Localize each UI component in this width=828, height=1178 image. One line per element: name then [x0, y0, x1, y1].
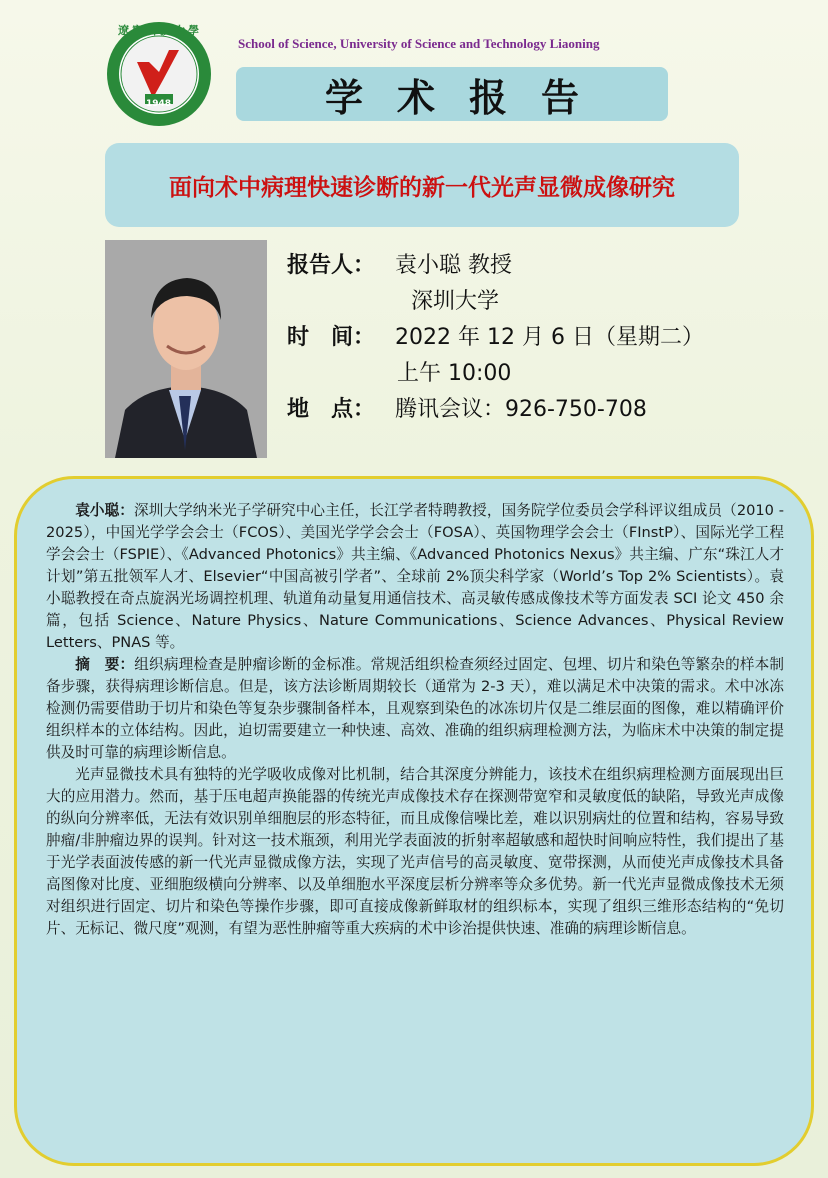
abstract-text-1: 组织病理检查是肿瘤诊断的金标准。常规活组织检查须经过固定、包埋、切片和染色等繁杂的样本制备步骤，获得病理诊断信息。但是，该方法诊断周期较长（通常为 2-3 天），难以满足术中决策的需求。术中冰冻检测仍需要借助于切片和染色等复杂步骤制备样本，且观察到染色的冰冻切片仅是二维层面的图像，难以精确评价组织样本的立体结构。因此，迫切需要建立一种快速、高效、准确的组织病理检测方法，为临床术中决策的制定提供及时可靠的病理诊断信息。 [46, 656, 784, 761]
talk-place: 腾讯会议：926-750-708 [395, 397, 647, 422]
bio-paragraph [46, 500, 784, 654]
speaker-name: 袁小聪 教授 [395, 253, 512, 278]
abstract-label: 摘 要： [75, 656, 135, 673]
talk-time: 上午 10:00 [397, 361, 512, 386]
content-text [46, 500, 784, 940]
bio-text: 深圳大学纳米光子学研究中心主任，长江学者特聘教授，国务院学位委员会学科评议组成员（2010 - 2025），中国光学学会会士（FCOS）、美国光学学会会士（FOSA）、英国物理学会会士（FInstP）、国际光学工程学会会士（FSPIE）、《Advanced Photonics》共主编、《Advanced Photonics Nexus》共主编、广东“珠江人才计划”第五批领军人才、Elsevier“中国高被引学者”、全球前 2%顶尖科学家（World’s Top 2% Scientists）。袁小聪教授在奇点旋涡光场调控机理、轨道角动量复用通信技术、高灵敏传感成像技术等方面发表 SCI 论文 450 余篇，包括 Science、Nature Physics、Nature Communications、Science Advances、Physical Review Letters、PNAS 等。 [46, 502, 784, 651]
talk-title: 面向术中病理快速诊断的新一代光声显微成像研究 [105, 143, 739, 227]
abstract-paragraph-2: 光声显微技术具有独特的光学吸收成像对比机制，结合其深度分辨能力，该技术在组织病理检测方面展现出巨大的应用潜力。然而，基于压电超声换能器的传统光声成像技术存在探测带宽窄和灵敏度低的缺陷，导致光声成像的纵向分辨率低，无法有效识别单细胞层的形态特征，而且成像信噪比差，难以识别病灶的位置和结构，容易导致肿瘤/非肿瘤边界的误判。针对这一技术瓶颈，利用光学表面波的折射率超敏感和超快时间响应特性，我们提出了基于光学表面波传感的新一代光声显微成像方法，实现了光声信号的高灵敏度、宽带探测，从而使光声成像技术具备高图像对比度、亚细胞级横向分辨率、以及单细胞水平深度层析分辨率等众多优势。新一代光声显微成像技术无须对组织进行固定、切片和染色等操作步骤，即可直接成像新鲜取材的组织标本，实现了组织三维形态结构的“免切片、无标记、微尺度”观测，有望为恶性肿瘤等重大疾病的术中诊治提供快速、准确的病理诊断信息。 [46, 766, 784, 937]
speaker-info [287, 248, 704, 428]
place-label: 地 点： [287, 397, 376, 422]
logo-year: 1948 [146, 99, 172, 109]
abstract-paragraph-1 [46, 654, 784, 764]
speaker-label: 报告人： [287, 253, 376, 278]
speaker-affiliation: 深圳大学 [411, 289, 500, 314]
talk-date: 2022 年 12 月 6 日（星期二） [395, 325, 704, 350]
speaker-photo [105, 240, 267, 458]
academic-report-banner: 学术报告 [236, 67, 668, 121]
logo-text: 遼寧科技大學 [118, 24, 202, 37]
time-label: 时 间： [287, 325, 376, 350]
bio-name: 袁小聪： [75, 502, 134, 519]
school-name: School of Science, University of Science and Technology Liaoning [238, 36, 600, 51]
